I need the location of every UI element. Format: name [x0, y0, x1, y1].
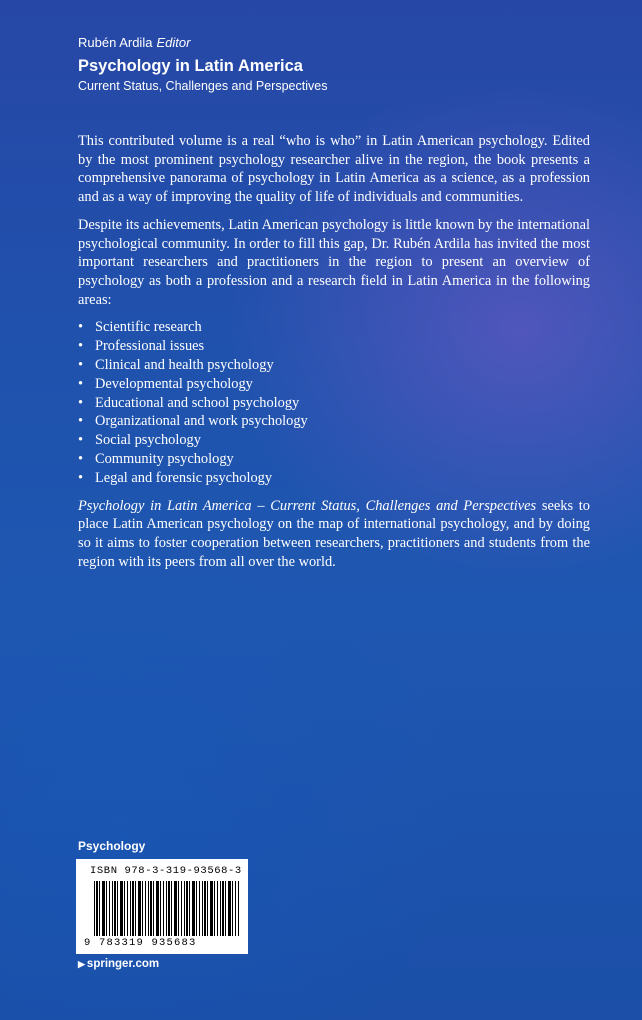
list-item: • Developmental psychology — [78, 375, 590, 394]
blurb-paragraph-1: This contributed volume is a real “who is who” in Latin American psychology. Edited by the most prominent psychology researcher alive in the region, the book presents a comprehensive panorama of psychology in Latin America as a science, as a profession and as a way of improving the quality of life of individuals and communities. — [78, 133, 590, 206]
book-title: Psychology in Latin America — [78, 57, 303, 75]
blurb-closing-paragraph — [78, 497, 590, 572]
list-item: • Organizational and work psychology — [78, 412, 590, 431]
list-item: • Social psychology — [78, 431, 590, 450]
book-subtitle: Current Status, Challenges and Perspectives — [78, 79, 328, 93]
list-item: • Professional issues — [78, 337, 590, 356]
isbn-barcode — [76, 859, 248, 954]
editor-name: Rubén Ardila — [78, 35, 153, 50]
cover-header — [78, 34, 598, 94]
publisher-link[interactable] — [78, 958, 159, 970]
closing-book-title: Psychology in Latin America – Current Status, Challenges and Perspectives — [78, 497, 537, 514]
subject-label: Psychology — [78, 839, 146, 853]
publisher-url: springer.com — [86, 958, 160, 970]
blurb-paragraph-2: Despite its achievements, Latin American psychology is little known by the international psychological community. In order to fill this gap, Dr. Rubén Ardila has invited the most important researchers and practitioners in the region to present an overview of psychology as both a profession and a research field in Latin America in the following areas: — [78, 216, 590, 308]
closing-text: seeks to place Latin American psychology on the map of international psychology, and by doing so it aims to foster cooperation between researchers, practitioners and students from the region with its peers from all over the world. — [78, 497, 591, 570]
isbn-label: ISBN 978-3-319-93568-3 — [90, 865, 242, 877]
list-item: • Community psychology — [78, 450, 590, 469]
barcode-digits: 9 783319 935683 — [84, 937, 197, 949]
list-item: • Legal and forensic psychology — [78, 469, 590, 488]
list-item: • Scientific research — [78, 318, 590, 337]
barcode-bars — [94, 881, 240, 936]
editor-line — [78, 34, 598, 51]
editor-role: Editor — [156, 35, 191, 50]
list-item: • Clinical and health psychology — [78, 356, 590, 375]
back-cover-blurb — [78, 132, 590, 580]
list-item: • Educational and school psychology — [78, 394, 590, 413]
arrow-right-icon: ▶ — [78, 959, 85, 969]
areas-list — [78, 318, 590, 487]
